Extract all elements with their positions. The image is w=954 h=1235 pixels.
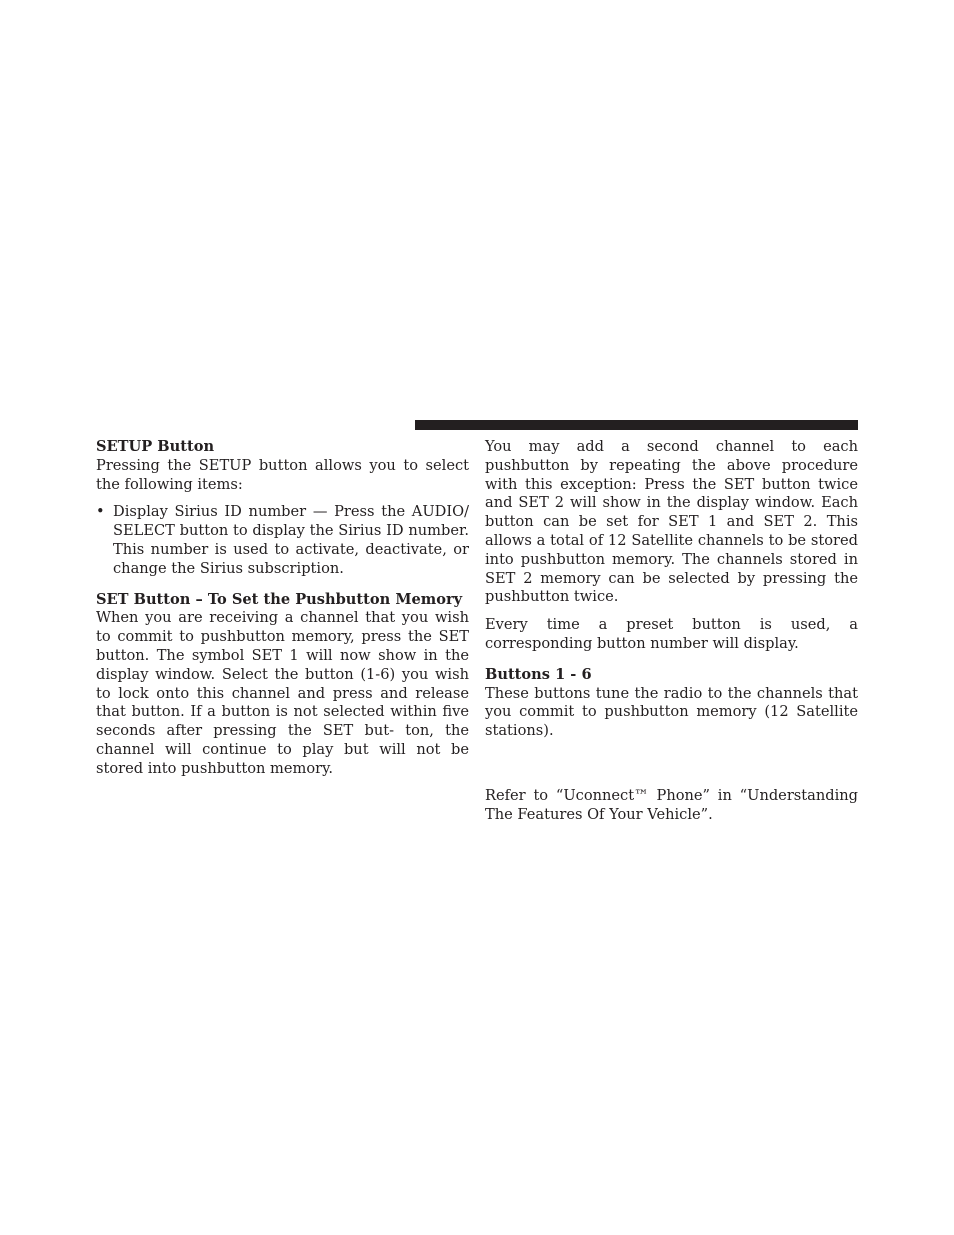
section-header-bar <box>415 420 858 430</box>
left-column <box>96 438 469 779</box>
right-column <box>485 438 858 825</box>
setup-intro-paragraph: Pressing the SETUP button allows you to select the following items: <box>96 456 469 493</box>
second-channel-paragraph: You may add a second channel to each pushbutton by repeating the above procedure with this exception: Press the SET button twice and SET 2 will show in the display window. Each button can be set for SET 1 and SET 2. This allows a total of 12 Satellite channels to be stored into pushbutton memory. The channels stored in SET 2 memory can be selected by pressing the pushbutton twice. <box>485 438 858 606</box>
preset-paragraph: Every time a preset button is used, a corresponding button number will display. <box>485 616 858 652</box>
set-button-heading: SET Button – To Set the Pushbutton Memory <box>96 590 463 608</box>
set-button-paragraph: When you are receiving a channel that you wish to commit to pushbutton memory, press the SET button. The symbol SET 1 will now show in the display window. Select the button (1-6) you wish to lock onto this channel and press and release that button. If a button is not selected within five seconds after pressing the SET but- ton, the channel will continue to play but will not be stored into pushbutton memory. <box>96 609 469 777</box>
uconnect-reference-paragraph: Refer to “Uconnect™ Phone” in “Understanding The Features Of Your Vehicle”. <box>485 786 858 823</box>
list-item <box>96 503 469 578</box>
buttons-1-6-heading: Buttons 1 - 6 <box>485 665 592 683</box>
bullet-icon: • <box>96 503 105 521</box>
setup-button-heading: SETUP Button <box>96 438 215 455</box>
buttons-1-6-paragraph: These buttons tune the radio to the channels that you commit to pushbutton memory (12 Satellite stations). <box>485 684 858 740</box>
sirius-id-bullet-text: Display Sirius ID number — Press the AUDIO/ SELECT button to display the Sirius ID number. This number is used to activate, deactivate, or change the Sirius subscription. <box>113 503 469 577</box>
